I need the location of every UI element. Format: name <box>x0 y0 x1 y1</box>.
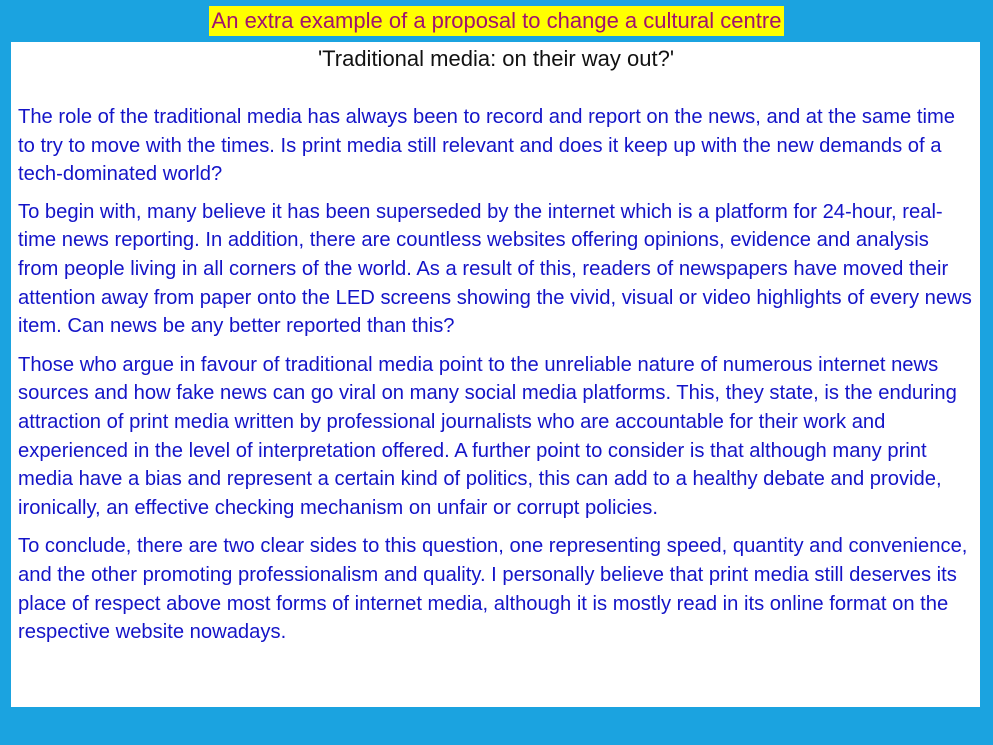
document-panel <box>11 42 980 707</box>
paragraph-traditional-argument: Those who argue in favour of traditional media point to the unreliable nature of numerous internet news sources and how fake news can go viral on many social media platforms. This, they state, is the enduring attraction of print media written by professional journalists who are accountable for their work and experienced in the level of interpretation offered. A further point to consider is that although many print media have a bias and represent a certain kind of politics, this can add to a healthy debate and provide, ironically, an effective checking mechanism on unfair or corrupt policies. <box>18 353 957 519</box>
header <box>0 6 993 36</box>
page-title: An extra example of a proposal to change a cultural centre <box>209 6 785 36</box>
paragraph-internet-argument: To begin with, many believe it has been superseded by the internet which is a platform for 24-hour, real-time news reporting. In addition, there are countless websites offering opinions, evidence and analysis from people living in all corners of the world. As a result of this, readers of newspapers have moved their attention away from paper onto the LED screens showing the vivid, visual or video highlights of every news item. Can news be any better reported than this? <box>18 200 972 338</box>
paragraph-introduction: The role of the traditional media has always been to record and report on the news, and at the same time to try to move with the times. Is print media still relevant and does it keep up with the new demands of a tech-dominated world? <box>18 106 956 186</box>
paragraph-conclusion: To conclude, there are two clear sides to this question, one representing speed, quantity and convenience, and the other promoting professionalism and quality. I personally believe that print media still deserves its place of respect above most forms of internet media, although it is mostly read in its online format on the respective website nowadays. <box>18 535 968 644</box>
document-subtitle: 'Traditional media: on their way out?' <box>317 46 675 71</box>
